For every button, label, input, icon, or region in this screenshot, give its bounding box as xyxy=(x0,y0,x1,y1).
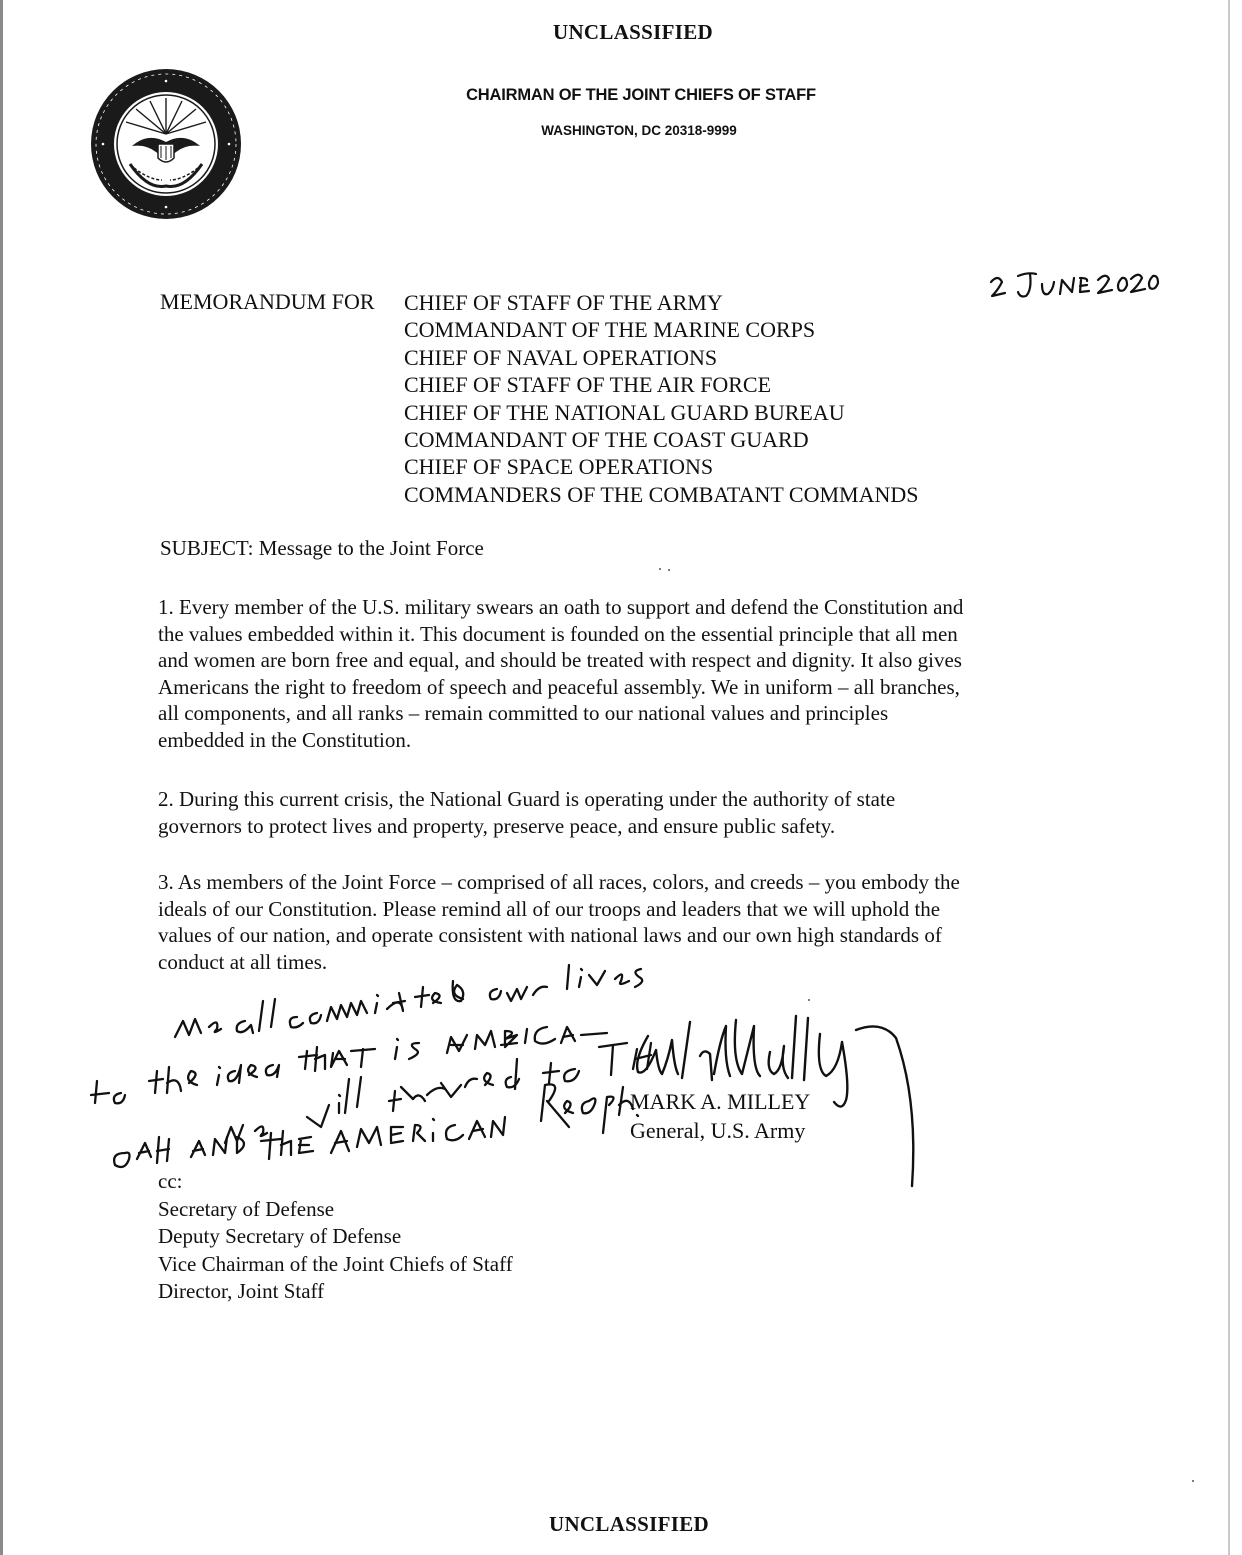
paragraph-line: embedded in the Constitution. xyxy=(158,727,412,752)
cc-label: cc: xyxy=(158,1169,183,1193)
cc-recipient: Secretary of Defense xyxy=(158,1196,335,1221)
paragraph-line: 1. Every member of the U.S. military swears an oath to support and defend the Constitution and xyxy=(158,595,964,619)
paragraph-line: governors to protect lives and property, preserve peace, and ensure public safety. xyxy=(158,813,836,838)
cc-recipient: Deputy Secretary of Defense xyxy=(158,1224,402,1249)
memo-recipient: CHIEF OF THE NATIONAL GUARD BUREAU xyxy=(404,399,845,425)
memo-recipient: COMMANDANT OF THE MARINE CORPS xyxy=(404,317,816,343)
paragraph-line: and women are born free and equal, and should be treated with respect and dignity. It also gives xyxy=(158,648,962,673)
signatory-name: MARK A. MILLEY xyxy=(630,1089,811,1114)
page-edge-left xyxy=(0,0,3,1555)
paragraph-line: values of our nation, and operate consistent with national laws and our own high standards of xyxy=(158,923,942,948)
signatory-rank: General, U.S. Army xyxy=(630,1118,806,1143)
page-edge-right xyxy=(1228,0,1230,1555)
paragraph-line: ideals of our Constitution. Please remind all of our troops and leaders that we will uphold the xyxy=(158,896,941,921)
subject-line: SUBJECT: Message to the Joint Force xyxy=(160,536,484,560)
paragraph-line: 3. As members of the Joint Force – comprised of all races, colors, and creeds – you embody the xyxy=(158,870,960,894)
memorandum-label: MEMORANDUM FOR xyxy=(160,289,375,314)
handwritten-date-2-june-2020 xyxy=(988,262,1163,306)
paragraph-2 xyxy=(158,786,1103,839)
scan-speck xyxy=(1192,1480,1194,1482)
memo-recipient: CHIEF OF STAFF OF THE AIR FORCE xyxy=(404,372,772,398)
letterhead-title: CHAIRMAN OF THE JOINT CHIEFS OF STAFF xyxy=(466,86,816,104)
paragraph-line: conduct at all times. xyxy=(158,949,328,974)
cc-block xyxy=(158,1168,513,1306)
cc-recipient: Director, Joint Staff xyxy=(158,1279,325,1304)
scan-speck xyxy=(668,569,670,571)
memo-recipient: CHIEF OF SPACE OPERATIONS xyxy=(404,454,714,480)
letterhead-address: WASHINGTON, DC 20318-9999 xyxy=(541,123,737,138)
paragraph-line: all components, and all ranks – remain committed to our national values and principles xyxy=(158,701,889,726)
classification-bottom: UNCLASSIFIED xyxy=(549,1512,709,1536)
paragraph-line: Americans the right to freedom of speech and peaceful assembly. We in uniform – all branches, xyxy=(158,674,960,699)
cc-recipients xyxy=(158,1196,513,1306)
memorandum-recipients xyxy=(404,289,919,508)
paragraph-line: 2. During this current crisis, the National Guard is operating under the authority of state xyxy=(158,787,896,811)
handwritten-note xyxy=(85,955,655,1180)
scan-speck xyxy=(808,999,810,1001)
memo-recipient: COMMANDANT OF THE COAST GUARD xyxy=(404,427,809,453)
classification-top: UNCLASSIFIED xyxy=(553,20,713,44)
paragraph-line: the values embedded within it. This document is founded on the essential principle that all men xyxy=(158,621,958,646)
cc-recipient: Vice Chairman of the Joint Chiefs of Staff xyxy=(158,1251,513,1276)
paragraph-1 xyxy=(158,594,1103,754)
scan-speck xyxy=(659,568,661,570)
memo-recipient: CHIEF OF STAFF OF THE ARMY xyxy=(404,290,723,315)
memo-recipient: CHIEF OF NAVAL OPERATIONS xyxy=(404,344,718,370)
memo-recipient: COMMANDERS OF THE COMBATANT COMMANDS xyxy=(404,481,919,507)
